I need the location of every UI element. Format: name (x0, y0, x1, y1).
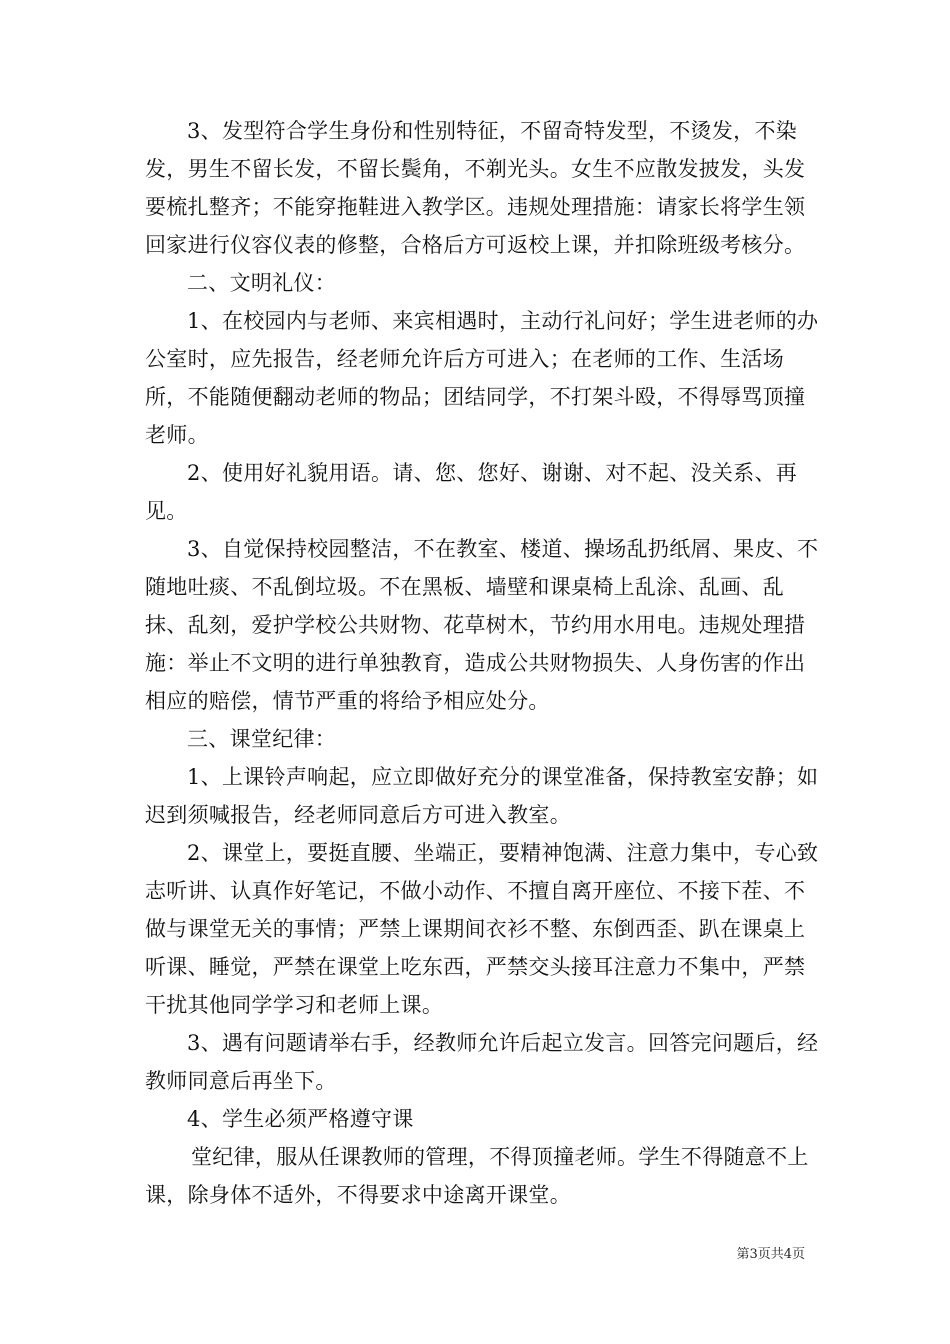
paragraph-polite-language: 2、使用好礼貌用语。请、您、您好、谢谢、对不起、没关系、再见。 (145, 461, 798, 523)
paragraph-classroom-posture: 2、课堂上，要挺直腰、坐端正，要精神饱满、注意力集中，专心致志听讲、认真作好笔记，不做小动作、不擅自离开座位、不接下茬、不做与课堂无关的事情；严禁上课期间衣衫不整、东倒西歪、趴在课桌上听课、睡觉，严禁在课堂上吃东西，严禁交头接耳注意力不集中，严禁干扰其他同学学习和老师上课。 (145, 841, 819, 1017)
paragraph-hairstyle-rule: 3、发型符合学生身份和性别特征，不留奇特发型，不烫发，不染发，男生不留长发，不留长鬓角，不剃光头。女生不应散发披发，头发要梳扎整齐；不能穿拖鞋进入教学区。违规处理措施：请家长将学生领回家进行仪容仪表的修整，合格后方可返校上课，并扣除班级考核分。 (145, 119, 806, 257)
section-heading-etiquette: 二、文明礼仪： (187, 271, 337, 295)
document-body (145, 112, 825, 1214)
page-number-footer: 第3页共4页 (736, 1247, 805, 1262)
paragraph-greeting-rule: 1、在校园内与老师、来宾相遇时，主动行礼问好；学生进老师的办公室时，应先报告，经老师允许后方可进入；在老师的工作、生活场所，不能随便翻动老师的物品；团结同学，不打架斗殴，不得辱骂顶撞老师。 (145, 309, 819, 447)
paragraph-discipline-start: 4、学生必须严格遵守课 (187, 1107, 414, 1131)
paragraph-discipline-continued: 堂纪律，服从任课教师的管理，不得顶撞老师。学生不得随意不上课，除身体不适外，不得要求中途离开课堂。 (145, 1145, 809, 1207)
paragraph-campus-cleanliness: 3、自觉保持校园整洁，不在教室、楼道、操场乱扔纸屑、果皮、不随地吐痰、不乱倒垃圾。不在黑板、墙壁和课桌椅上乱涂、乱画、乱抹、乱刻，爱护学校公共财物、花草树木，节约用水用电。违规处理措施：举止不文明的进行单独教育，造成公共财物损失、人身伤害的作出相应的赔偿，情节严重的将给予相应处分。 (145, 537, 819, 713)
paragraph-raise-hand: 3、遇有问题请举右手，经教师允许后起立发言。回答完问题后，经教师同意后再坐下。 (145, 1031, 819, 1093)
section-heading-classroom-discipline: 三、课堂纪律： (187, 727, 337, 751)
paragraph-bell-rule: 1、上课铃声响起，应立即做好充分的课堂准备，保持教室安静；如迟到须喊报告，经老师同意后方可进入教室。 (145, 765, 819, 827)
